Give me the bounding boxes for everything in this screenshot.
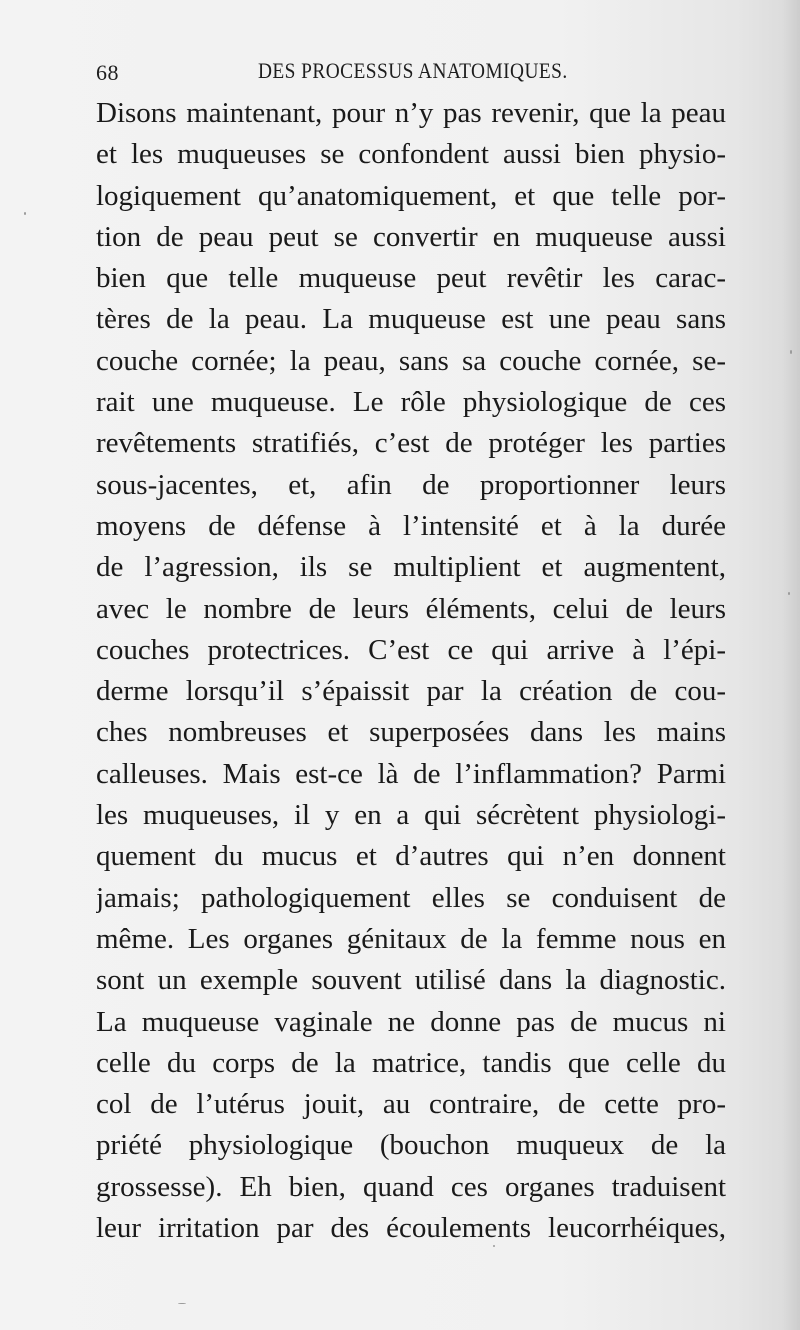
text-line: col de l’utérus jouit, au contraire, de cette pro- — [96, 1088, 726, 1121]
text-line: leur irritation par des écoulements leucorrhéiques, — [96, 1212, 726, 1245]
text-line: ches nombreuses et superposées dans les mains — [96, 716, 726, 749]
text-line: quement du mucus et d’autres qui n’en donnent — [96, 840, 726, 873]
paper-speck — [178, 1303, 186, 1304]
page-number: 68 — [96, 60, 119, 85]
text-line: priété physiologique (bouchon muqueux de la — [96, 1129, 726, 1162]
text-line: de l’agression, ils se multiplient et augmentent, — [96, 551, 726, 584]
page-edge-shadow — [782, 0, 800, 1330]
text-line: rait une muqueuse. Le rôle physiologique de ces — [96, 386, 726, 419]
paper-speck — [788, 592, 790, 595]
paper-speck — [493, 1245, 495, 1247]
text-line: Disons maintenant, pour n’y pas revenir, que la peau — [96, 97, 726, 129]
text-line: tion de peau peut se convertir en muqueuse aussi — [96, 220, 726, 253]
text-line: jamais; pathologiquement elles se conduisent de — [96, 881, 726, 914]
text-line: bien que telle muqueuse peut revêtir les carac- — [96, 262, 726, 295]
text-line: sous-jacentes, et, afin de proportionner leurs — [96, 468, 726, 501]
running-title: DES PROCESSUS ANATOMIQUES. — [258, 58, 568, 83]
text-line: sont un exemple souvent utilisé dans la diagnostic. — [96, 964, 726, 997]
text-line: tères de la peau. La muqueuse est une peau sans — [96, 303, 726, 336]
text-line: calleuses. Mais est-ce là de l’inflammation? Parmi — [96, 757, 726, 790]
text-line: et les muqueuses se confondent aussi bien physio- — [96, 138, 726, 171]
body-text — [96, 93, 726, 1249]
text-line: les muqueuses, il y en a qui sécrètent physiologi- — [96, 799, 726, 832]
text-line: couches protectrices. C’est ce qui arrive à l’épi- — [96, 633, 726, 666]
text-line: logiquement qu’anatomiquement, et que telle por- — [96, 179, 726, 212]
text-line: celle du corps de la matrice, tandis que celle du — [96, 1046, 726, 1079]
paper-speck — [790, 350, 792, 354]
text-line: avec le nombre de leurs éléments, celui de leurs — [96, 592, 726, 625]
text-line: grossesse). Eh bien, quand ces organes traduisent — [96, 1170, 726, 1203]
text-line: couche cornée; la peau, sans sa couche cornée, se- — [96, 344, 726, 377]
text-line: derme lorsqu’il s’épaissit par la création de cou- — [96, 675, 726, 708]
text-line: moyens de défense à l’intensité et à la durée — [96, 509, 726, 542]
text-line: La muqueuse vaginale ne donne pas de mucus ni — [96, 1005, 726, 1038]
text-line: revêtements stratifiés, c’est de protéger les parties — [96, 427, 726, 460]
text-line: même. Les organes génitaux de la femme nous en — [96, 922, 726, 955]
page-header — [96, 54, 726, 90]
paper-speck — [24, 212, 26, 215]
